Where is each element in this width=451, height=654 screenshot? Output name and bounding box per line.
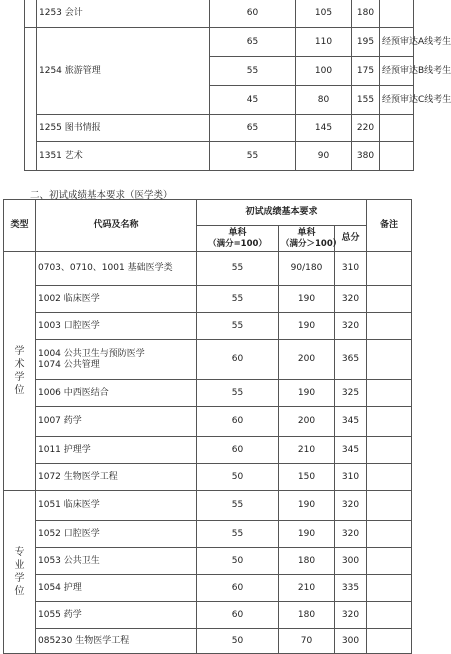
note-cell <box>367 380 412 407</box>
single-100-cell: 60 <box>197 407 279 437</box>
total-score-cell: 320 <box>335 602 367 629</box>
total-score-cell: 320 <box>335 521 367 548</box>
table-row <box>4 491 412 521</box>
note-cell <box>367 286 412 313</box>
total-score-cell: 175 <box>352 57 380 86</box>
total-score-cell: 300 <box>335 629 367 654</box>
single-100-cell: 60 <box>197 575 279 602</box>
single-over-100-cell: 180 <box>279 602 335 629</box>
single-over-100-cell: 190 <box>279 521 335 548</box>
header-single-over-100-sub: （满分＞100） <box>281 238 342 249</box>
code-name-cell: 1052 口腔医学 <box>36 521 197 548</box>
note-cell <box>380 142 414 171</box>
code-name-cell: 1254 旅游管理 <box>37 28 210 115</box>
single-score-cell: 55 <box>210 57 296 86</box>
note-cell <box>367 602 412 629</box>
single-over-100-cell: 70 <box>279 629 335 654</box>
medical-score-table <box>3 199 412 654</box>
table-row <box>25 28 414 57</box>
table-row <box>4 380 412 407</box>
single-over-100-cell: 200 <box>279 407 335 437</box>
single-100-cell: 55 <box>197 491 279 521</box>
table-row <box>4 629 412 654</box>
total-score-cell: 310 <box>335 252 367 286</box>
table-row <box>25 142 414 171</box>
degree-type-cell <box>4 252 36 491</box>
table-row <box>25 115 414 142</box>
total-score-cell: 325 <box>335 380 367 407</box>
single-over-100-cell: 190 <box>279 313 335 340</box>
note-cell: 经预审达B线考生 <box>380 57 414 86</box>
table-row <box>4 575 412 602</box>
total-score-cell: 155 <box>352 86 380 115</box>
second-score-cell: 100 <box>296 57 352 86</box>
single-100-cell: 60 <box>197 437 279 464</box>
degree-type-cell <box>4 491 36 654</box>
code-name-cell: 1051 临床医学 <box>36 491 197 521</box>
total-score-cell: 195 <box>352 28 380 57</box>
table-row <box>4 340 412 380</box>
second-score-cell: 145 <box>296 115 352 142</box>
section-title: 二、初试成绩基本要求（医学类） <box>30 190 173 201</box>
single-over-100-cell: 190 <box>279 380 335 407</box>
table-row <box>4 313 412 340</box>
second-score-cell: 105 <box>296 0 352 28</box>
code-name-cell: 1006 中西医结合 <box>36 380 197 407</box>
table-row <box>4 437 412 464</box>
code-name-cell: 1055 药学 <box>36 602 197 629</box>
single-100-cell: 55 <box>197 252 279 286</box>
note-cell <box>380 115 414 142</box>
code-name-cell: 1255 图书情报 <box>37 115 210 142</box>
table-row <box>4 548 412 575</box>
single-over-100-cell: 200 <box>279 340 335 380</box>
single-100-cell: 55 <box>197 286 279 313</box>
table-row <box>4 464 412 491</box>
note-cell: 经预审达C线考生 <box>380 86 414 115</box>
note-cell <box>367 575 412 602</box>
header-note: 备注 <box>367 200 412 252</box>
single-over-100-cell: 190 <box>279 491 335 521</box>
single-100-cell: 50 <box>197 548 279 575</box>
table-row <box>4 521 412 548</box>
code-name-cell: 1351 艺术 <box>37 142 210 171</box>
single-100-cell: 50 <box>197 629 279 654</box>
single-100-cell: 55 <box>197 380 279 407</box>
code-name-cell: 1002 临床医学 <box>36 286 197 313</box>
single-100-cell: 60 <box>197 340 279 380</box>
note-cell <box>367 464 412 491</box>
total-score-cell: 220 <box>352 115 380 142</box>
degree-type-label: 专业学位 <box>14 547 25 597</box>
row-margin-cell <box>25 28 37 171</box>
code-name-cell: 085230 生物医学工程 <box>36 629 197 654</box>
total-score-cell: 180 <box>352 0 380 28</box>
row-margin-cell <box>25 0 37 28</box>
code-name-cell: 1004 公共卫生与预防医学 1074 公共管理 <box>36 340 197 380</box>
single-over-100-cell: 210 <box>279 575 335 602</box>
single-100-cell: 55 <box>197 521 279 548</box>
note-cell <box>367 407 412 437</box>
single-score-cell: 65 <box>210 115 296 142</box>
table-row <box>4 286 412 313</box>
note-cell <box>367 252 412 286</box>
note-cell: 经预审达A线考生 <box>380 28 414 57</box>
table-row <box>4 252 412 286</box>
header-single-100-label: 单科 <box>228 227 247 238</box>
header-total: 总分 <box>335 226 367 252</box>
single-over-100-cell: 90/180 <box>279 252 335 286</box>
single-100-cell: 55 <box>197 313 279 340</box>
header-single-100-sub: （满分=100） <box>208 238 267 249</box>
code-name-cell: 1054 护理 <box>36 575 197 602</box>
single-over-100-cell: 180 <box>279 548 335 575</box>
single-score-cell: 60 <box>210 0 296 28</box>
code-name-cell: 1007 药学 <box>36 407 197 437</box>
second-score-cell: 90 <box>296 142 352 171</box>
second-score-cell: 110 <box>296 28 352 57</box>
header-requirements-group: 初试成绩基本要求 <box>197 200 367 226</box>
code-name-cell: 0703、0710、1001 基础医学类 <box>36 252 197 286</box>
total-score-cell: 320 <box>335 286 367 313</box>
total-score-cell: 320 <box>335 313 367 340</box>
code-name-cell: 1003 口腔医学 <box>36 313 197 340</box>
code-name-cell: 1072 生物医学工程 <box>36 464 197 491</box>
single-over-100-cell: 150 <box>279 464 335 491</box>
code-name-cell: 1253 会计 <box>37 0 210 28</box>
note-cell <box>367 548 412 575</box>
code-name-cell: 1053 公共卫生 <box>36 548 197 575</box>
table-row <box>25 0 414 28</box>
total-score-cell: 300 <box>335 548 367 575</box>
note-cell <box>367 340 412 380</box>
single-score-cell: 45 <box>210 86 296 115</box>
single-over-100-cell: 190 <box>279 286 335 313</box>
header-single-over-100 <box>279 226 342 252</box>
note-cell <box>367 521 412 548</box>
top-score-table <box>24 0 451 171</box>
note-cell <box>367 313 412 340</box>
note-cell <box>367 437 412 464</box>
single-100-cell: 50 <box>197 464 279 491</box>
header-code-name: 代码及名称 <box>36 200 197 252</box>
table-row <box>4 602 412 629</box>
header-single-100 <box>197 226 279 252</box>
single-score-cell: 55 <box>210 142 296 171</box>
single-over-100-cell: 210 <box>279 437 335 464</box>
single-100-cell: 60 <box>197 602 279 629</box>
total-score-cell: 335 <box>335 575 367 602</box>
header-type: 类型 <box>4 200 36 252</box>
table-row <box>4 407 412 437</box>
single-score-cell: 65 <box>210 28 296 57</box>
total-score-cell: 380 <box>352 142 380 171</box>
total-score-cell: 365 <box>335 340 367 380</box>
note-cell <box>367 629 412 654</box>
total-score-cell: 320 <box>335 491 367 521</box>
code-name-cell: 1011 护理学 <box>36 437 197 464</box>
degree-type-label: 学术学位 <box>14 346 25 396</box>
note-cell <box>380 0 414 28</box>
total-score-cell: 345 <box>335 437 367 464</box>
second-score-cell: 80 <box>296 86 352 115</box>
header-single-over-100-label: 单科 <box>297 227 316 238</box>
total-score-cell: 345 <box>335 407 367 437</box>
note-cell <box>367 491 412 521</box>
total-score-cell: 310 <box>335 464 367 491</box>
